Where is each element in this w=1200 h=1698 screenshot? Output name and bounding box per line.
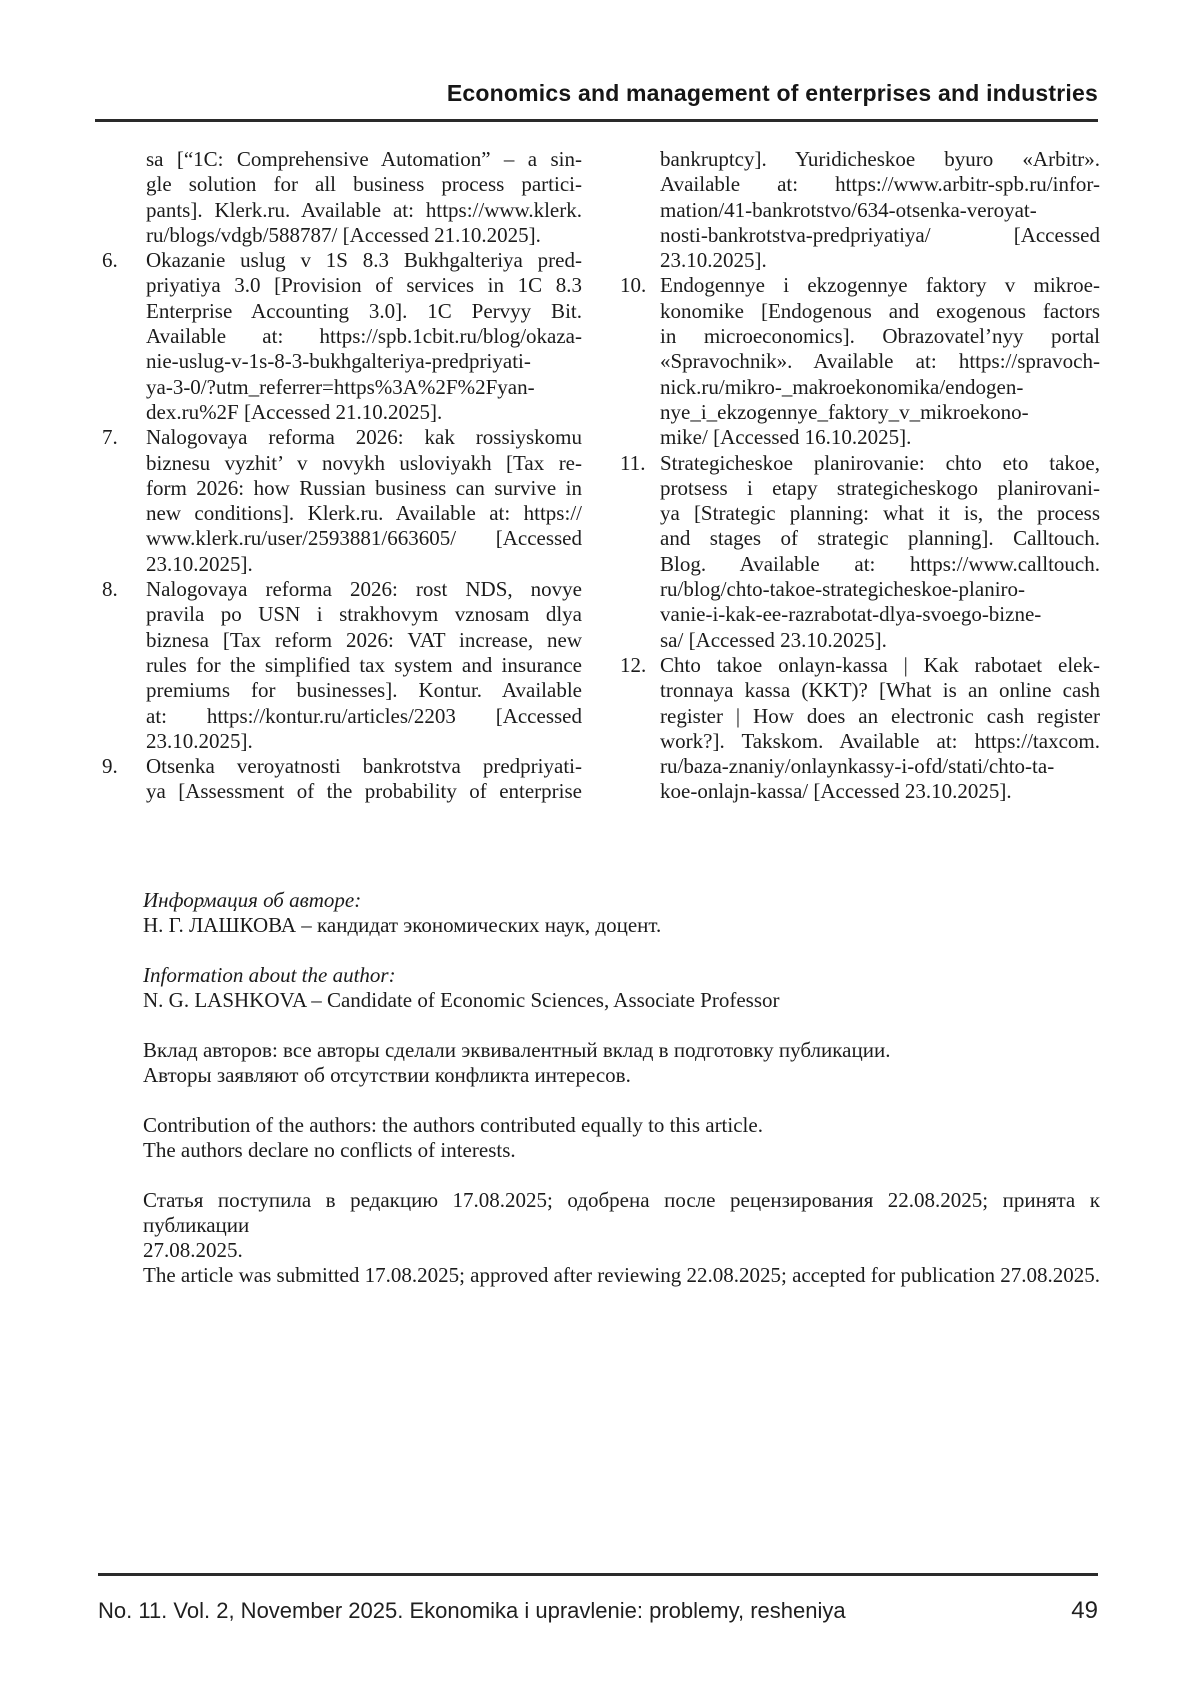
reference-line: premiums for businesses]. Kontur. Available (146, 678, 582, 703)
footer (98, 1597, 1098, 1625)
reference-line: ru/blogs/vdgb/588787/ [Accessed 21.10.2025]. (146, 222, 541, 247)
reference-number: 8. (102, 577, 118, 602)
header-rule (95, 119, 1098, 122)
reference-text (146, 147, 582, 248)
reference-line: dex.ru%2F [Accessed 21.10.2025]. (146, 399, 443, 424)
reference-line: mation/41-bankrotstvo/634-otsenka-veroyat- (660, 197, 1037, 222)
reference-line: biznesu vyzhit’ v novykh usloviyakh [Tax re- (146, 450, 582, 475)
footer-journal-info: No. 11. Vol. 2, November 2025. Ekonomika i upravlenie: problemy, resheniya (98, 1598, 846, 1623)
reference-line: and stages of strategic planning]. Calltouch. (660, 526, 1100, 551)
reference-line: ru/baza-znaniy/onlaynkassy-i-ofd/stati/chto-ta- (660, 754, 1055, 779)
reference-line: nosti-bankrotstva-predpriyatiya/ [Accessed (660, 222, 1100, 247)
author-info-ru (143, 888, 1100, 938)
author-info-ru-text: Н. Г. ЛАШКОВА – кандидат экономических наук, доцент. (143, 913, 662, 937)
contribution-en (143, 1113, 1100, 1163)
reference-line: Enterprise Accounting 3.0]. 1C Pervyy Bit. (146, 298, 582, 323)
reference-number: 11. (620, 450, 646, 475)
reference-text (660, 147, 1100, 273)
reference-line: Nalogovaya reforma 2026: kak rossiyskomu (146, 425, 582, 450)
page-number: 49 (1071, 1597, 1098, 1624)
reference-line: 23.10.2025]. (146, 551, 253, 576)
reference-number: 12. (620, 652, 647, 677)
reference-item (95, 147, 582, 248)
reference-item (95, 425, 582, 577)
reference-number (620, 147, 660, 273)
reference-item (620, 273, 1100, 450)
reference-line: koe-onlajn-kassa/ [Accessed 23.10.2025]. (660, 779, 1012, 804)
footer-rule (98, 1573, 1098, 1576)
column-gap (582, 147, 620, 805)
reference-line: gle solution for all business process partici- (146, 172, 582, 197)
reference-line: bankruptcy]. Yuridicheskoe byuro «Arbitr». (660, 147, 1100, 171)
reference-line: ya [Strategic planning: what it is, the process (660, 501, 1100, 526)
reference-line: pravila po USN i strakhovym vznosam dlya (146, 602, 582, 627)
reference-text (660, 653, 1100, 805)
reference-line: protsess i etapy strategicheskogo planirovani- (660, 475, 1100, 500)
author-info-ru-heading: Информация об авторе: (143, 888, 362, 912)
dates-en: The article was submitted 17.08.2025; approved after reviewing 22.08.2025; accepted for publication 27.08.2025. (143, 1263, 1100, 1287)
reference-line: ya [Assessment of the probability of enterprise (146, 779, 582, 804)
reference-item (95, 577, 582, 754)
author-info-en-text: N. G. LASHKOVA – Candidate of Economic Sciences, Associate Professor (143, 988, 780, 1012)
references-section (95, 147, 1100, 805)
back-matter (143, 888, 1100, 1313)
contribution-en-line2: The authors declare no conflicts of interests. (143, 1138, 516, 1162)
reference-line: tronnaya kassa (KKT)? [What is an online cash (660, 678, 1100, 703)
reference-item (620, 451, 1100, 653)
reference-text (660, 451, 1100, 653)
reference-text (146, 577, 582, 754)
reference-line: Strategicheskoe planirovanie: chto eto takoe, (660, 450, 1100, 475)
reference-line: Nalogovaya reforma 2026: rost NDS, novye (146, 577, 582, 602)
reference-line: mike/ [Accessed 16.10.2025]. (660, 425, 912, 450)
reference-line: priyatiya 3.0 [Provision of services in 1C 8.3 (146, 273, 582, 298)
reference-line: konomike [Endogenous and exogenous factors (660, 298, 1100, 323)
reference-line: sa/ [Accessed 23.10.2025]. (660, 627, 887, 652)
running-title: Economics and management of enterprises and industries (446, 80, 1098, 106)
reference-line: biznesa [Tax reform 2026: VAT increase, new (146, 627, 582, 652)
reference-line: at: https://kontur.ru/articles/2203 [Accessed (146, 703, 582, 728)
contribution-ru (143, 1038, 1100, 1088)
reference-number: 9. (102, 754, 118, 779)
reference-text (146, 754, 582, 805)
reference-line: pants]. Klerk.ru. Available at: https://www.klerk. (146, 197, 582, 222)
reference-line: new conditions]. Klerk.ru. Available at: https:// (146, 501, 582, 526)
reference-number: 10. (620, 273, 647, 298)
reference-line: «Spravochnik». Available at: https://spravoch- (660, 349, 1100, 374)
reference-line: nie-uslug-v-1s-8-3-bukhgalteriya-predpriyati- (146, 349, 531, 374)
reference-line: rules for the simplified tax system and insurance (146, 652, 582, 677)
reference-item (620, 147, 1100, 273)
reference-line: Available at: https://spb.1cbit.ru/blog/okaza- (146, 324, 582, 349)
reference-number: 7. (102, 425, 118, 450)
reference-line: Otsenka veroyatnosti bankrotstva predpriyati- (146, 754, 582, 779)
contribution-ru-line1: Вклад авторов: все авторы сделали эквивалентный вклад в подготовку публикации. (143, 1038, 891, 1062)
reference-line: 23.10.2025]. (146, 728, 253, 753)
reference-item (95, 248, 582, 425)
contribution-en-line1: Contribution of the authors: the authors contributed equally to this article. (143, 1113, 763, 1137)
reference-line: Available at: https://www.arbitr-spb.ru/infor- (660, 172, 1100, 197)
reference-line: Okazanie uslug v 1S 8.3 Bukhgalteriya pred- (146, 248, 582, 273)
references-column-left (95, 147, 582, 805)
reference-number (95, 147, 146, 248)
reference-line: ru/blog/chto-takoe-strategicheskoe-planiro- (660, 577, 1026, 602)
article-dates (143, 1188, 1100, 1288)
reference-line: Blog. Available at: https://www.calltouch. (660, 551, 1100, 576)
reference-line: www.klerk.ru/user/2593881/663605/ [Accessed (146, 526, 582, 551)
reference-line: 23.10.2025]. (660, 248, 767, 273)
reference-line: nick.ru/mikro-_makroekonomika/endogen- (660, 374, 1024, 399)
reference-line: form 2026: how Russian business can survive in (146, 475, 582, 500)
dates-ru-line1: Статья поступила в редакцию 17.08.2025; одобрена после рецензирования 22.08.2025; принята к публикации (143, 1188, 1100, 1237)
reference-line: ya-3-0/?utm_referrer=https%3A%2F%2Fyan- (146, 374, 535, 399)
contribution-ru-line2: Авторы заявляют об отсутствии конфликта интересов. (143, 1063, 631, 1087)
reference-line: in microeconomics]. Obrazovatel’nyy portal (660, 324, 1100, 349)
author-info-en-heading: Information about the author: (143, 963, 396, 987)
references-column-right (620, 147, 1100, 805)
reference-text (146, 425, 582, 577)
dates-ru-line2: 27.08.2025. (143, 1238, 243, 1262)
reference-line: work?]. Takskom. Available at: https://taxcom. (660, 728, 1100, 753)
reference-line: register | How does an electronic cash register (660, 703, 1100, 728)
reference-line: sa [“1C: Comprehensive Automation” – a sin- (146, 147, 582, 171)
reference-text (146, 248, 582, 425)
reference-number: 6. (102, 248, 118, 273)
reference-line: vanie-i-kak-ee-razrabotat-dlya-svoego-bizne- (660, 602, 1042, 627)
reference-item (95, 754, 582, 805)
reference-line: Chto takoe onlayn-kassa | Kak rabotaet elek- (660, 652, 1100, 677)
reference-text (660, 273, 1100, 450)
reference-item (620, 653, 1100, 805)
reference-line: nye_i_ekzogennye_faktory_v_mikroekono- (660, 399, 1029, 424)
reference-line: Endogennye i ekzogennye faktory v mikroe- (660, 273, 1100, 298)
author-info-en (143, 963, 1100, 1013)
